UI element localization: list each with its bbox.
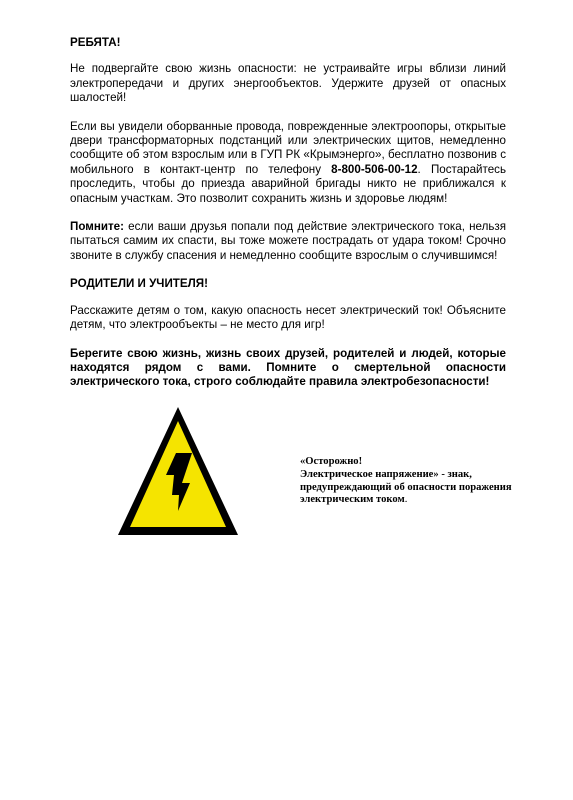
sign-caption-title: «Осторожно! [300,456,363,467]
kids-paragraph-3 [70,220,506,263]
remember-text: если ваши друзья попали под действие электрического тока, нельзя пытаться самим их спасти, вы тоже можете пострадать от удара током! Срочно звоните в службу спасения и немедленно сообщите взрослым о случившимся! [70,220,506,262]
parents-heading: РОДИТЕЛИ И УЧИТЕЛЯ! [70,277,208,291]
high-voltage-warning-icon [116,405,240,537]
parents-paragraph-2: Берегите свою жизнь, жизнь своих друзей, родителей и людей, которые находятся рядом с вами. Помните о смертельной опасности электрического тока, строго соблюдайте правила электробезопасности! [70,346,506,389]
kids-paragraph-1: Не подвергайте свою жизнь опасности: не устраивайте игры вблизи линий электропередачи и других энергообъектов. Удержите друзей от опасных шалостей! [70,62,506,105]
parents-paragraph-1: Расскажите детям о том, какую опасность несет электрический ток! Объясните детям, что электрообъекты – не место для игр! [70,303,506,332]
sign-caption-period: . [404,494,408,506]
kids-heading: РЕБЯТА! [70,36,121,49]
remember-lead: Помните: [70,220,124,234]
kids-paragraph-2-text-end: . Постарайтесь проследить, чтобы до приезда аварийной бригады никто не приближался к опасным участкам. Это позволит сохранить жизнь и здоровье людям! [70,162,506,205]
kids-paragraph-2 [70,120,506,206]
kids-paragraph-2-text-start: Если вы увидели оборванные провода, поврежденные электроопоры, открытые двери трансформаторных подстанций или электрических щитов, немедленно сообщите об этом взрослым или в ГУП РК «Крымэнерго», бесплатно позвонив с мобильного в контакт-центр по телефону [70,119,506,176]
sign-caption-description [300,469,540,507]
document-body [70,36,506,404]
hotline-phone-number: 8-800-506-00-12 [331,162,418,176]
sign-caption [300,456,540,507]
sign-caption-text: Электрическое напряжение» - знак, предупреждающий об опасности поражения электрическим током [300,468,512,506]
